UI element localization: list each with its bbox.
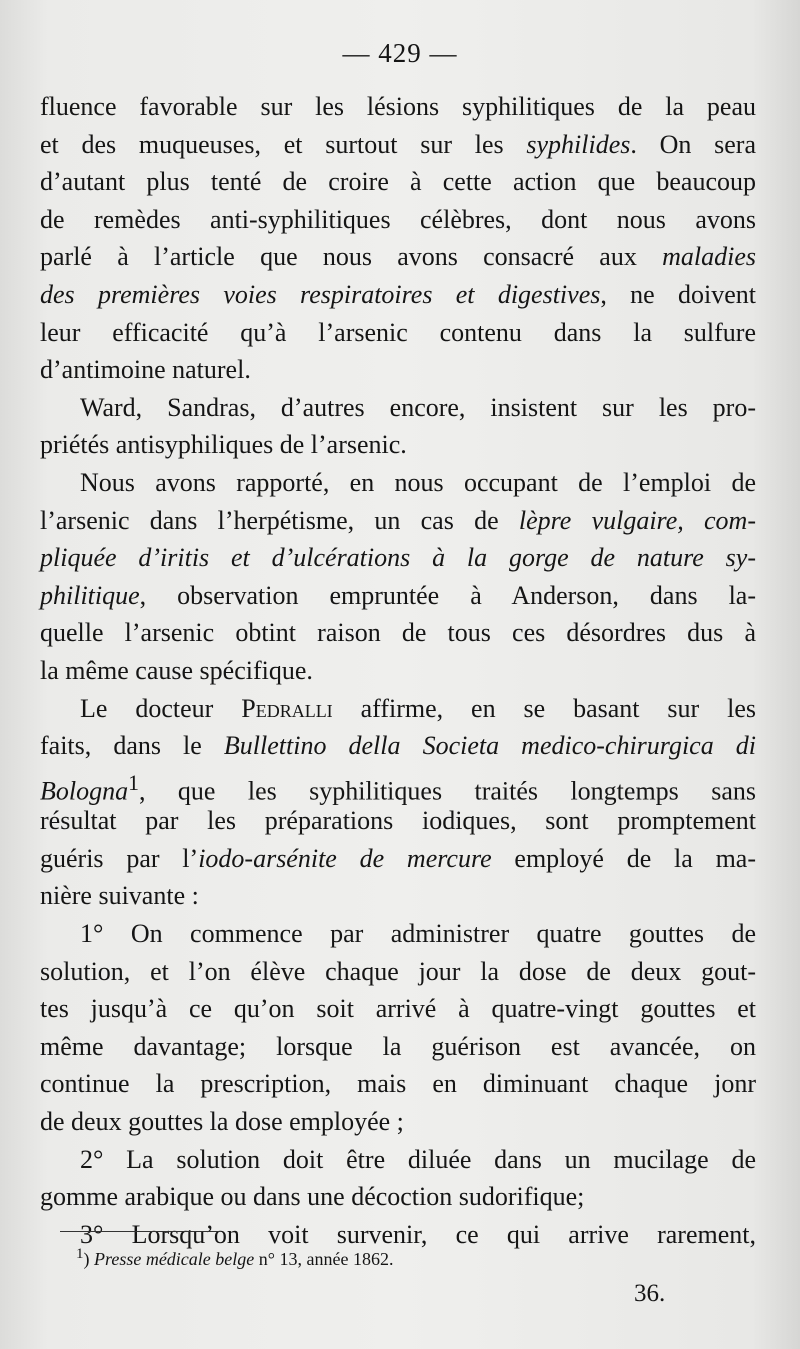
text-line: résultat par les préparations iodiques, sont promptement bbox=[40, 806, 756, 836]
text-line: tes jusqu’à ce qu’on soit arrivé à quatre-vingt gouttes et bbox=[40, 994, 756, 1024]
text-line: d’autant plus tenté de croire à cette action que beaucoup bbox=[40, 167, 756, 197]
text-line: guéris par l’iodo-arsénite de mercure employé de la ma- bbox=[40, 843, 757, 873]
text-line: faits, dans le Bullettino della Societa medico-chirurgica di bbox=[40, 731, 756, 761]
text-line: pliquée d’iritis et d’ulcérations à la gorge de nature sy- bbox=[40, 543, 756, 573]
text-line: de deux gouttes la dose employée ; bbox=[40, 1107, 404, 1137]
text-line: Le docteur Pedralli affirme, en se basant sur les bbox=[80, 693, 757, 723]
text-line: continue la prescription, mais en diminuant chaque jonr bbox=[40, 1069, 756, 1099]
text-line: et des muqueuses, et surtout sur les syphilides. On sera bbox=[40, 129, 756, 159]
text-line: leur efficacité qu’à l’arsenic contenu dans la sulfure bbox=[40, 317, 756, 347]
text-line: des premières voies respiratoires et digestives, ne doivent bbox=[40, 279, 756, 309]
text-line: solution, et l’on élève chaque jour la dose de deux gout- bbox=[40, 956, 756, 986]
text-line: l’arsenic dans l’herpétisme, un cas de lèpre vulgaire, com- bbox=[40, 505, 756, 535]
signature-mark: 36. bbox=[634, 1280, 666, 1307]
text-line: gomme arabique ou dans une décoction sudorifique; bbox=[40, 1182, 585, 1212]
text-line: philitique, observation empruntée à Anderson, dans la- bbox=[40, 580, 756, 610]
footnote-divider bbox=[60, 1231, 220, 1232]
text-line: 3° Lorsqu’on voit survenir, ce qui arrive rarement, bbox=[80, 1219, 756, 1249]
text-line: nière suivante : bbox=[40, 881, 199, 911]
text-line: de remèdes anti-syphilitiques célèbres, dont nous avons bbox=[40, 204, 756, 234]
text-line: d’antimoine naturel. bbox=[40, 355, 251, 385]
text-line: Ward, Sandras, d’autres encore, insistent sur les pro- bbox=[80, 392, 756, 422]
text-line: la même cause spécifique. bbox=[40, 655, 313, 685]
footnote-ref: 1 bbox=[128, 770, 139, 795]
text-line: quelle l’arsenic obtint raison de tous ces désordres dus à bbox=[40, 618, 756, 648]
page-number: — 429 — bbox=[342, 38, 458, 68]
text-line: 2° La solution doit être diluée dans un mucilage de bbox=[80, 1144, 756, 1174]
text-line: priétés antisyphiliques de l’arsenic. bbox=[40, 430, 407, 460]
text-line: parlé à l’article que nous avons consacré aux maladies bbox=[40, 242, 756, 272]
text-line: fluence favorable sur les lésions syphilitiques de la peau bbox=[40, 92, 756, 121]
footnote: $^1$) Presse médicale belge n° 13, année 1862. bbox=[76, 1246, 394, 1269]
text-line: 1° On commence par administrer quatre gouttes de bbox=[80, 919, 756, 949]
text-line: Bologna$^1$, que les syphilitiques traités longtemps sans bbox=[40, 770, 756, 806]
author-name: Pedralli bbox=[241, 693, 333, 723]
body-text bbox=[40, 88, 756, 1253]
text-line: même davantage; lorsque la guérison est avancée, on bbox=[40, 1031, 756, 1061]
text-line: Nous avons rapporté, en nous occupant de l’emploi de bbox=[80, 467, 756, 497]
